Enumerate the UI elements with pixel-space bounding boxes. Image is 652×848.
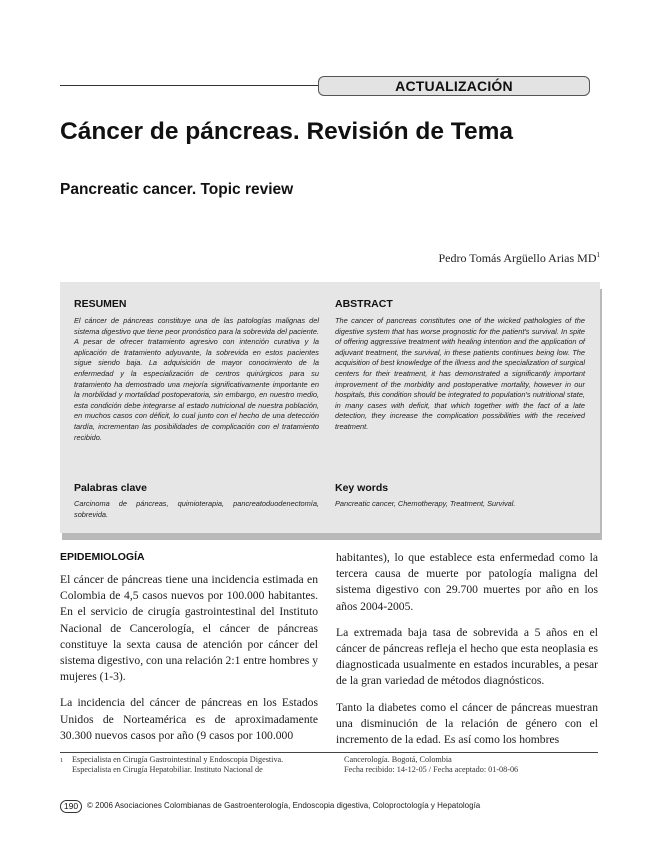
abstract-text: The cancer of pancreas constitutes one of the wicked pathologies of the digestive system that has worse prognostic for the patient's survival. In spite of offering aggressive treatment with healing intention and the application of adjuvant treatment, the survival, in these patients continues being low. The acquisition of best knowledge of the illness and the specialization of surgical centers for their treatment, it has demonstrated a significantly important improvement of the morbidity and postoperative mortality, however in our hospitals, this condition should be integrated to population's nutritional state, in many cases with deficit, that which together with the fact of a late detection, they increase the complication possibilities with the received treatment. <box>335 316 585 431</box>
footnote-left-line: Especialista en Cirugía Gastrointestinal y Endoscopia Digestiva. <box>72 755 284 764</box>
palabras-clave-text: Carcinoma de páncreas, quimioterapia, pancreatoduodenectomía, sobrevida. <box>74 499 319 519</box>
resumen-heading: RESUMEN <box>74 298 127 310</box>
epidemiologia-heading: EPIDEMIOLOGÍA <box>60 551 145 563</box>
footnote-marker: 1 <box>60 757 64 764</box>
key-words-text: Pancreatic cancer, Chemotherapy, Treatment, Survival. <box>335 499 516 508</box>
article-title: Cáncer de páncreas. Revisión de Tema <box>60 118 513 145</box>
body-paragraph: Tanto la diabetes como el cáncer de páncreas muestran una disminución de la relación de género con el incremento de la edad. Es así como los hombres <box>336 700 598 747</box>
copyright-line: © 2006 Asociaciones Colombianas de Gastroenterología, Endoscopia digestiva, Coloproctología y Hepatología <box>87 801 481 810</box>
author-footnote-marker: 1 <box>596 251 600 259</box>
left-column <box>60 572 318 754</box>
key-words-heading: Key words <box>335 482 389 494</box>
footnote-left-line: Especialista en Cirugía Hepatobiliar. Instituto Nacional de <box>72 764 263 774</box>
footnote-right-line: Fecha recibido: 14-12-05 / Fecha aceptado: 01-08-06 <box>344 764 519 774</box>
section-tag: ACTUALIZACIÓN <box>318 76 590 96</box>
body-paragraph: habitantes), lo que establece esta enfermedad como la tercera causa de muerte por patología maligna del sistema digestivo con 29.700 muertes por año en los años 2004-2005. <box>336 551 598 613</box>
footnote-right <box>344 755 598 774</box>
author-line <box>438 251 600 266</box>
article-subtitle: Pancreatic cancer. Topic review <box>60 181 294 198</box>
page-number: 190 <box>60 800 82 813</box>
resumen-text: El cáncer de páncreas constituye una de las patologías malignas del sistema digestivo que tiene peor pronóstico para la sobrevida del paciente. A pesar de ofrecer tratamiento agresivo con intención curativa y la aplicación de tratamiento adyuvante, la sobrevida en estos pacientes sigue siendo baja. La adquisición de mayor conocimiento de la enfermedad y la especialización de centros quirúrgicos para su tratamiento ha demostrado una mejoría significativamente importante en la morbilidad y mortalidad postoperatoria, sin embargo, en nuestro medio, esta condición debe integrarse al estado nutricional de nuestra población, en muchos casos con déficit, lo cual junto con el hecho de una detección tardía, incrementan las posibilidades de complicación con el tratamiento recibido. <box>74 316 319 442</box>
body-paragraph: El cáncer de páncreas tiene una incidencia estimada en Colombia de 4,5 casos nuevos por 100.000 habitantes. En el servicio de cirugía gastrointestinal del Instituto Nacional de Cancerología, el cáncer de páncreas constituye la sexta causa de atención por cáncer del sistema digestivo, con una relación 2:1 entre hombres y mujeres (1-3). <box>60 573 318 684</box>
body-paragraph: La incidencia del cáncer de páncreas en los Estados Unidos de Norteamérica es de aproximadamente 30.300 nuevos casos por año (9 casos por 100.000 <box>60 696 318 742</box>
footnote-right-line: Cancerología. Bogotá, Colombia <box>344 755 452 764</box>
body-paragraph: La extremada baja tasa de sobrevida a 5 años en el cáncer de páncreas refleja el hecho que esta neoplasia es diagnosticada usualmente en estados incurables, a pesar de la gran variedad de métodos diagnósticos. <box>336 625 598 688</box>
abstract-heading: ABSTRACT <box>335 298 393 310</box>
author-name: Pedro Tomás Argüello Arias MD <box>438 251 597 265</box>
footnote-left <box>72 755 334 774</box>
right-column <box>336 550 598 758</box>
footnote-rule <box>60 752 598 753</box>
palabras-clave-heading: Palabras clave <box>74 482 147 494</box>
abstract-box <box>60 282 600 533</box>
